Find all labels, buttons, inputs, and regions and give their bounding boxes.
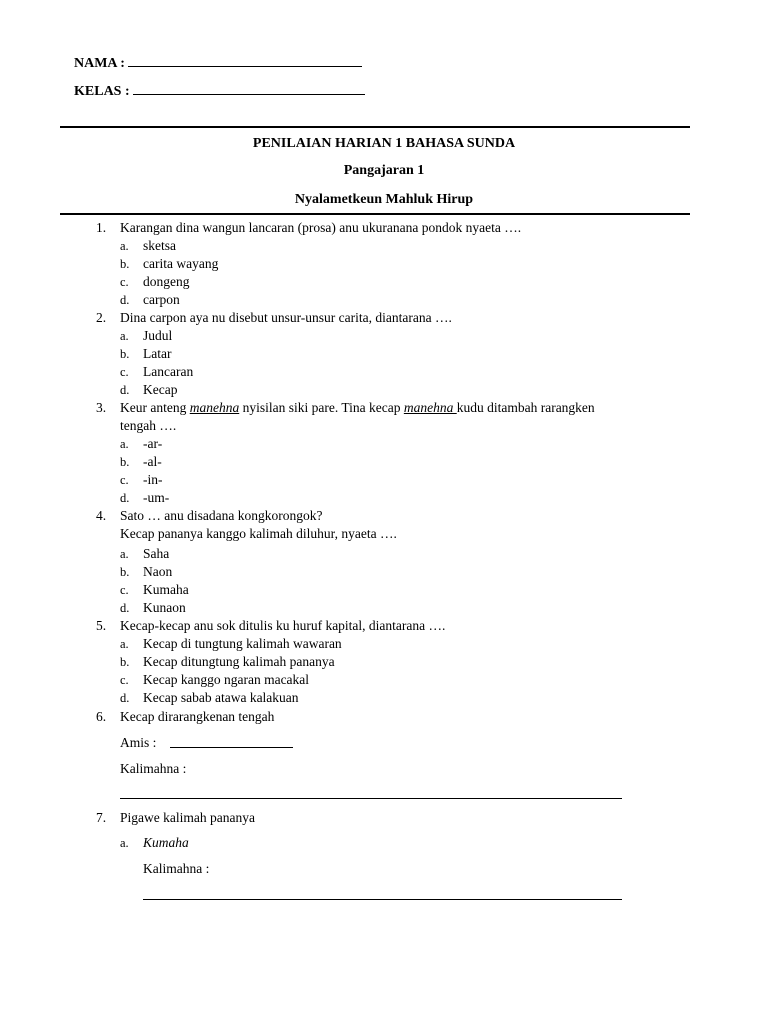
- text-part: Keur anteng: [120, 400, 190, 415]
- page-title: PENILAIAN HARIAN 1 BAHASA SUNDA: [252, 136, 516, 151]
- option-text: Kecap: [143, 382, 178, 397]
- question-text: Kecap-kecap anu sok ditulis ku huruf kapital, diantarana ….: [120, 618, 446, 633]
- option-text: -um-: [143, 490, 170, 505]
- option-2b[interactable]: [120, 345, 171, 363]
- kelas-field[interactable]: [74, 80, 365, 100]
- option-text: Kecap di tungtung kalimah wawaran: [143, 636, 342, 651]
- option-text: -in-: [143, 472, 163, 487]
- question-number: 4.: [96, 508, 107, 523]
- page-topic: Nyalametkeun Mahluk Hirup: [294, 192, 474, 207]
- option-1c[interactable]: [120, 273, 190, 291]
- option-text: Kecap ditungtung kalimah pananya: [143, 654, 335, 669]
- option-text: -al-: [143, 454, 162, 469]
- question-number: 6.: [96, 709, 107, 724]
- underlined-word: manehna: [403, 400, 457, 415]
- option-letter: d.: [120, 601, 130, 615]
- option-letter: d.: [120, 383, 130, 397]
- option-text: Lancaran: [143, 364, 194, 379]
- option-letter: b.: [120, 455, 130, 469]
- option-3c[interactable]: [120, 471, 163, 489]
- option-letter: b.: [120, 257, 130, 271]
- question-number: 1.: [96, 220, 107, 235]
- top-divider: [60, 126, 690, 128]
- option-5d[interactable]: [120, 689, 299, 707]
- text-part: kudu ditambah rarangken: [456, 400, 595, 415]
- text-part: nyisilan siki pare. Tina kecap: [239, 400, 404, 415]
- nama-blank[interactable]: [128, 52, 362, 67]
- option-text: carpon: [143, 292, 180, 307]
- text-part: Kecap pananya kanggo kalimah diluhur, nyaeta ….: [120, 526, 397, 541]
- text-part: tengah ….: [120, 418, 177, 433]
- kelas-blank[interactable]: [133, 80, 365, 95]
- option-text: -ar-: [143, 436, 163, 451]
- option-1a[interactable]: [120, 237, 176, 255]
- question-text: Pigawe kalimah pananya: [120, 810, 255, 825]
- question-7: [96, 809, 686, 827]
- option-5b[interactable]: [120, 653, 335, 671]
- option-letter: a.: [120, 836, 129, 850]
- kalimahna-label-7: Kalimahna :: [143, 861, 210, 876]
- title-divider: [60, 213, 690, 215]
- option-text: carita wayang: [143, 256, 219, 271]
- question-2: [96, 309, 686, 327]
- option-5c[interactable]: [120, 671, 309, 689]
- kelas-label: KELAS :: [74, 84, 130, 99]
- amis-row: [120, 734, 156, 752]
- option-letter: a.: [120, 329, 129, 343]
- option-3d[interactable]: [120, 489, 169, 507]
- page-subtitle: Pangajaran 1: [343, 163, 425, 178]
- question-4: [96, 507, 686, 543]
- option-4c[interactable]: [120, 581, 189, 599]
- question-3: [96, 399, 686, 435]
- nama-label: NAMA :: [74, 56, 125, 71]
- option-text: Kecap kanggo ngaran macakal: [143, 672, 310, 687]
- option-text: Naon: [143, 564, 173, 579]
- option-text: Latar: [143, 346, 172, 361]
- question-text: Dina carpon aya nu disebut unsur-unsur carita, diantarana ….: [120, 310, 452, 325]
- option-letter: c.: [120, 275, 129, 289]
- nama-field[interactable]: [74, 52, 362, 72]
- option-text: dongeng: [143, 274, 190, 289]
- question-text: [120, 399, 686, 435]
- option-text: Judul: [143, 328, 173, 343]
- option-letter: c.: [120, 673, 129, 687]
- option-4a[interactable]: [120, 545, 169, 563]
- question-5: [96, 617, 686, 635]
- option-text: Kumaha: [143, 582, 189, 597]
- option-2d[interactable]: [120, 381, 177, 399]
- option-4b[interactable]: [120, 563, 172, 581]
- option-letter: d.: [120, 491, 130, 505]
- option-letter: b.: [120, 655, 130, 669]
- option-text: Kunaon: [143, 600, 186, 615]
- question-text: Karangan dina wangun lancaran (prosa) anu ukuranana pondok nyaeta ….: [120, 220, 522, 235]
- option-letter: b.: [120, 565, 130, 579]
- amis-answer-blank[interactable]: [170, 747, 293, 748]
- question-6: [96, 708, 686, 726]
- option-letter: a.: [120, 637, 129, 651]
- option-letter: d.: [120, 691, 130, 705]
- prompt-word: Kumaha: [143, 835, 189, 850]
- question-number: 7.: [96, 810, 107, 825]
- option-letter: a.: [120, 239, 129, 253]
- option-1b[interactable]: [120, 255, 218, 273]
- option-2a[interactable]: [120, 327, 172, 345]
- question-7-item-a: [120, 834, 189, 852]
- option-letter: b.: [120, 347, 130, 361]
- option-letter: a.: [120, 437, 129, 451]
- option-letter: c.: [120, 583, 129, 597]
- option-text: sketsa: [143, 238, 176, 253]
- question-number: 3.: [96, 400, 107, 415]
- option-1d[interactable]: [120, 291, 180, 309]
- option-letter: a.: [120, 547, 129, 561]
- kalimahna-answer-line-7[interactable]: [143, 899, 622, 900]
- option-4d[interactable]: [120, 599, 186, 617]
- underlined-word: manehna: [189, 400, 240, 415]
- option-text: Saha: [143, 546, 170, 561]
- question-number: 5.: [96, 618, 107, 633]
- option-text: Kecap sabab atawa kalakuan: [143, 690, 299, 705]
- option-2c[interactable]: [120, 363, 193, 381]
- question-text: [120, 507, 686, 543]
- option-3a[interactable]: [120, 435, 162, 453]
- option-letter: d.: [120, 293, 130, 307]
- option-letter: c.: [120, 365, 129, 379]
- option-letter: c.: [120, 473, 129, 487]
- text-part: Sato … anu disadana kongkorongok?: [120, 508, 323, 523]
- question-text: Kecap dirarangkenan tengah: [120, 709, 275, 724]
- kalimahna-label-6: Kalimahna :: [120, 761, 187, 776]
- question-number: 2.: [96, 310, 107, 325]
- kalimahna-answer-line-6[interactable]: [120, 798, 622, 799]
- amis-label: Amis :: [120, 735, 157, 750]
- option-5a[interactable]: [120, 635, 342, 653]
- option-3b[interactable]: [120, 453, 162, 471]
- question-1: [96, 219, 686, 237]
